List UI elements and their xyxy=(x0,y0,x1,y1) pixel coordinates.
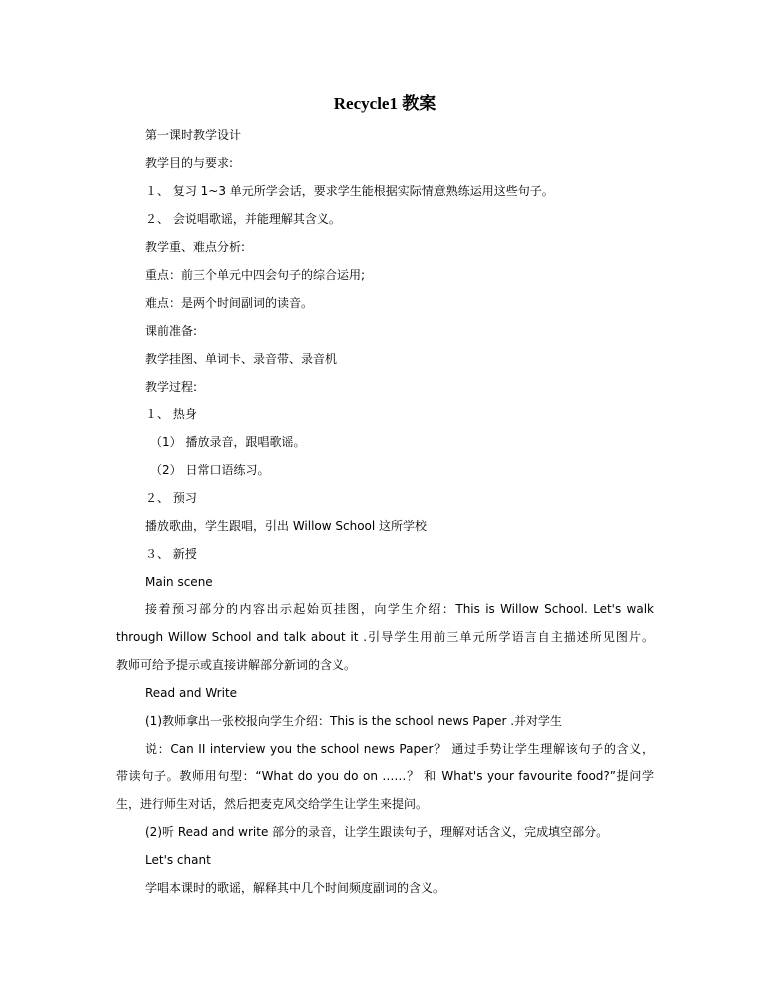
preparation-text: 教学挂图、单词卡、录音带、录音机 xyxy=(145,352,338,366)
read-write-item-1-line-2: 说：Can II interview you the school news Paper？ 通过手势让学生理解该句子的含义， xyxy=(145,742,654,756)
step-1-heading: １、 热身 xyxy=(145,407,197,421)
read-write-item-1-line-1: (1)教师拿出一张校报向学生介绍：This is the school news Paper .并对学生 xyxy=(145,714,563,728)
objectives-heading: 教学目的与要求: xyxy=(145,156,234,170)
step-2-heading: ２、 预习 xyxy=(145,491,197,505)
key-point-text: 重点：前三个单元中四会句子的综合运用; xyxy=(145,268,366,282)
process-heading: 教学过程: xyxy=(145,380,198,394)
read-and-write-heading: Read and Write xyxy=(145,686,238,700)
step-1-sub-1: （1） 播放录音，跟唱歌谣。 xyxy=(150,435,306,449)
objective-item-1: １、 复习 1~3 单元所学会话，要求学生能根据实际情意熟练运用这些句子。 xyxy=(145,184,554,198)
main-scene-paragraph-line-1: 接着预习部分的内容出示起始页挂图，向学生介绍：This is Willow School. Let's walk xyxy=(145,602,654,616)
read-write-item-1-line-3: 带读句子。教师用句型：“What do you do on ……？ 和 What's your favourite food?”提问学 xyxy=(116,769,654,783)
lets-chant-text: 学唱本课时的歌谣，解释其中几个时间频度副词的含义。 xyxy=(145,881,446,895)
objective-item-2: ２、 会说唱歌谣，并能理解其含义。 xyxy=(145,212,341,226)
main-scene-paragraph-line-3: 教师可给予提示或直接讲解部分新词的含义。 xyxy=(116,658,357,672)
preparation-heading: 课前准备: xyxy=(145,324,198,338)
read-write-item-2: (2)听 Read and write 部分的录音，让学生跟读句子，理解对话含义，完成填空部分。 xyxy=(145,825,609,839)
key-points-heading: 教学重、难点分析: xyxy=(145,240,246,254)
step-1-sub-2: （2） 日常口语练习。 xyxy=(150,463,270,477)
document-title: Recycle1 教案 xyxy=(333,94,437,113)
read-write-item-1-line-4: 生，进行师生对话，然后把麦克风交给学生让学生来提问。 xyxy=(116,797,429,811)
step-2-text: 播放歌曲，学生跟唱，引出 Willow School 这所学校 xyxy=(145,519,428,533)
main-scene-paragraph-line-2: through Willow School and talk about it .引导学生用前三单元所学语言自主描述所见图片。 xyxy=(116,630,654,644)
main-scene-heading: Main scene xyxy=(145,575,213,589)
lesson-heading: 第一课时教学设计 xyxy=(145,128,242,142)
difficult-point-text: 难点：是两个时间副词的读音。 xyxy=(145,296,314,310)
lets-chant-heading: Let's chant xyxy=(145,853,211,867)
step-3-heading: ３、 新授 xyxy=(145,547,197,561)
